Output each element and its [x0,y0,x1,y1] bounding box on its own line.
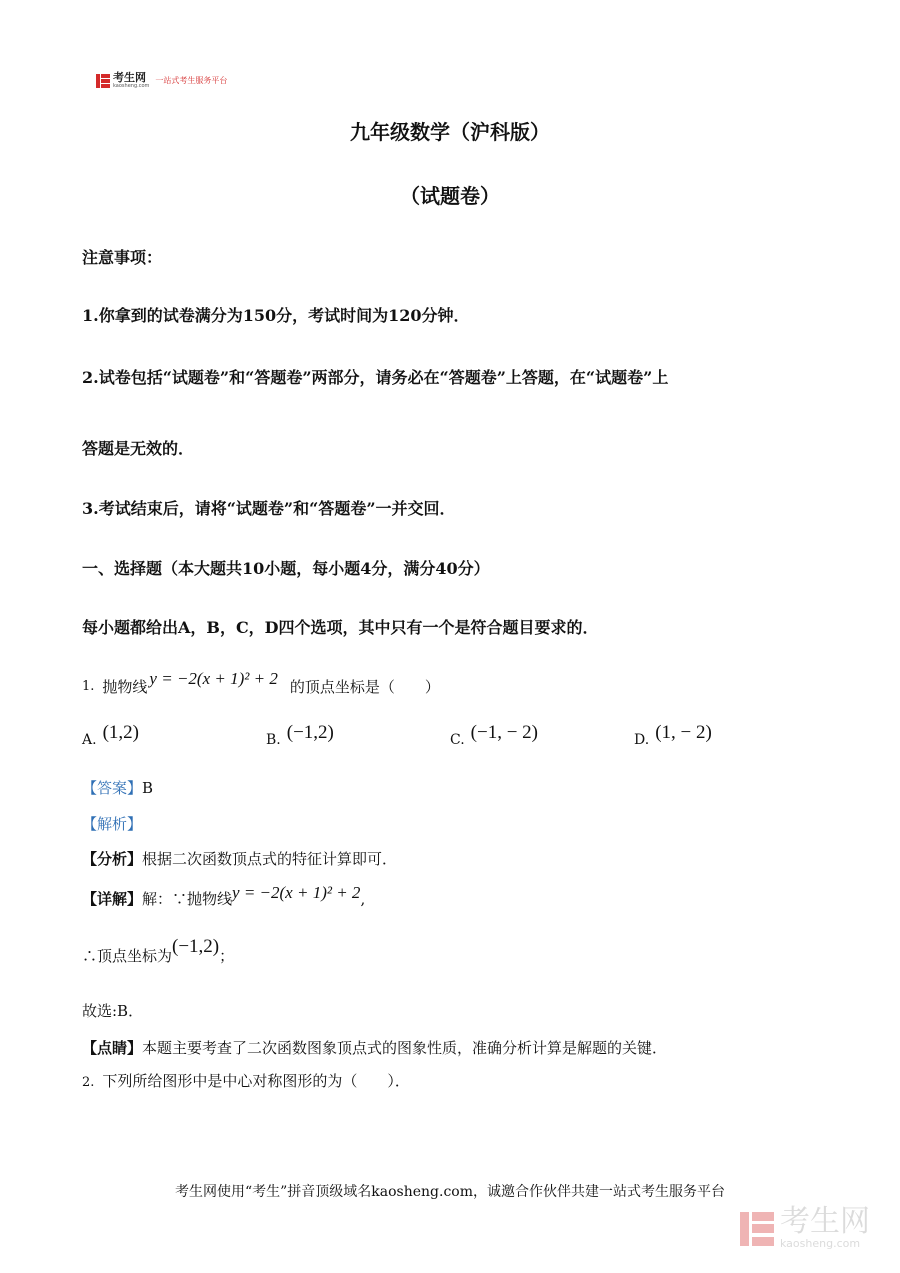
notice-item: 2.试卷包括“试题卷”和“答题卷”两部分，请务必在“答题卷”上答题，在“试题卷”上 [82,368,669,387]
header-logo [96,72,227,89]
question-1 [82,668,440,697]
answer-line [82,777,153,798]
choice-value: (−1, − 2) [470,722,539,743]
logo-domain: kaosheng.com [113,83,150,89]
question-number: 2. [82,1075,95,1090]
notice-item: 3.考试结束后，请将“试题卷”和“答题卷”一并交回． [82,499,456,518]
dianjing-text: 本题主要考查了二次函数图象顶点式的图象性质，准确分析计算是解题的关键． [142,1039,668,1057]
notice-heading: 注意事项： [82,248,163,267]
logo-slogan: 一站式考生服务平台 [155,76,228,85]
question-prefix: 抛物线 [102,678,148,696]
choice-letter: A. [82,732,97,748]
choice-d [634,722,712,750]
notice-item: 1.你拿到的试卷满分为150分，考试时间为120分钟． [82,306,470,325]
watermark-name: 考生网 [780,1204,870,1239]
notice-item: 答题是无效的． [82,439,195,458]
watermark-domain: kaosheng.com [780,1237,861,1250]
choice-letter: C. [450,732,465,748]
watermark-icon [740,1212,774,1246]
footer-text: 考生网使用“考生”拼音顶级域名kaosheng.com，诚邀合作伙伴共建一站式考生服务平台 [174,1184,726,1200]
dianjing-line [82,1037,667,1058]
answer-tag: 【答案】 [82,779,143,797]
page-title: 九年级数学（沪科版） [350,120,550,144]
therefore-prefix: ∴顶点坐标为 [82,946,173,965]
choice-a [82,722,139,750]
choice-value: (1, − 2) [655,722,712,743]
watermark-logo [740,1204,870,1250]
question-formula: y = −2(x + 1)² + 2 [149,668,278,688]
fenxi-line [82,848,397,869]
section-heading: 一、选择题（本大题共10小题，每小题4分，满分40分） [82,559,490,578]
question-2 [82,1070,410,1091]
question-suffix: 的顶点坐标是（ ） [289,678,440,696]
choice-c [450,722,539,750]
choice-letter: D. [634,732,650,748]
fenxi-tag: 【分析】 [82,850,143,868]
question-text: 下列所给图形中是中心对称图形的为（ ）． [102,1072,410,1090]
choice-value: (1,2) [102,722,139,743]
therefore-suffix: ； [219,946,235,965]
choice-value: (−1,2) [286,722,334,743]
dianjing-tag: 【点睛】 [82,1039,143,1057]
question-number: 1. [82,679,95,694]
fenxi-text: 根据二次函数顶点式的特征计算即可． [142,850,398,868]
page-subtitle: （试题卷） [400,184,500,208]
detail-suffix: , [360,889,366,908]
choice-letter: B. [266,732,281,748]
choose-line: 故选:B． [82,1002,144,1020]
detail-formula: y = −2(x + 1)² + 2 [232,882,361,902]
logo-icon [96,74,110,88]
detail-prefix: 解：∵抛物线 [142,890,233,908]
section-note: 每小题都给出A，B，C，D四个选项，其中只有一个是符合题目要求的． [82,618,599,637]
detail-tag: 【详解】 [82,890,143,908]
therefore-line [82,936,235,966]
choice-b [266,722,334,750]
answer-value: B [142,779,154,797]
analysis-tag: 【解析】 [82,815,143,833]
detail-line [82,882,366,909]
therefore-value: (−1,2) [172,936,220,957]
logo-name: 考生网 [113,71,146,84]
